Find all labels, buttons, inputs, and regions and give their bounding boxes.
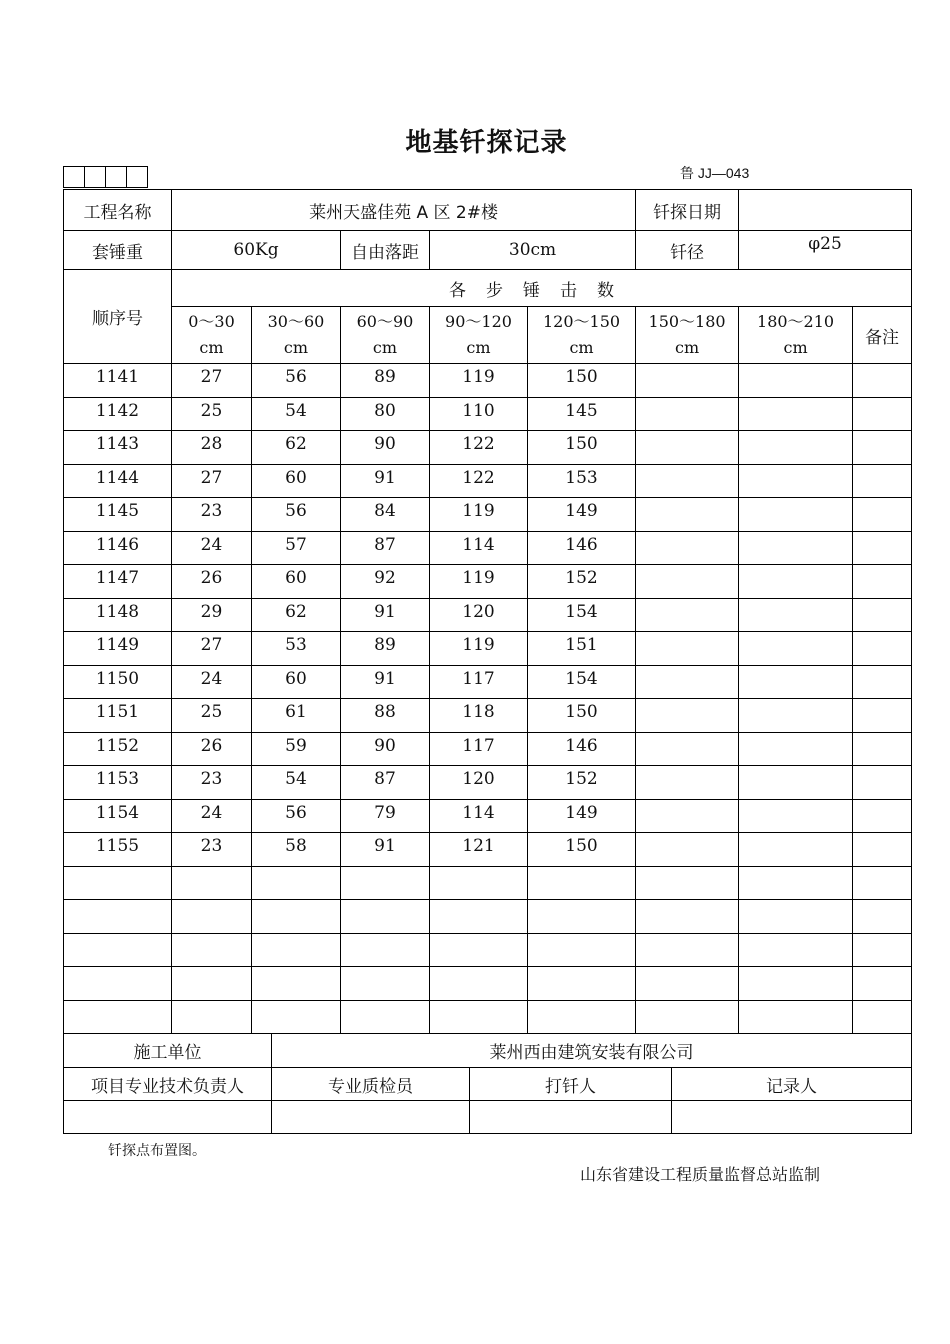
blow-count-cell[interactable] xyxy=(430,1000,528,1034)
blow-count-cell[interactable]: 119 xyxy=(430,565,528,599)
depth-range-text: 30～60 xyxy=(267,312,325,331)
blow-count-cell[interactable]: 153 xyxy=(528,464,636,498)
table-row xyxy=(64,933,912,967)
blow-count-cell[interactable]: 119 xyxy=(430,498,528,532)
depth-range-text: 60～90 xyxy=(356,312,414,331)
depth-range-text: 150～180 xyxy=(648,312,726,331)
blow-count-cell[interactable]: 58 xyxy=(252,833,341,867)
blow-count-cell[interactable]: 152 xyxy=(528,565,636,599)
table-row xyxy=(64,498,912,532)
table-row xyxy=(64,900,912,934)
project-name-label: 工程名称 xyxy=(64,190,172,231)
table-row xyxy=(64,464,912,498)
blow-count-cell[interactable]: 24 xyxy=(172,531,252,565)
remark-cell[interactable] xyxy=(853,799,912,833)
table-row xyxy=(64,598,912,632)
remark-cell[interactable] xyxy=(853,397,912,431)
blow-count-cell[interactable]: 23 xyxy=(172,766,252,800)
archive-box[interactable] xyxy=(106,167,127,188)
depth-range-text: 90～120 xyxy=(445,312,512,331)
table-row xyxy=(64,799,912,833)
blow-count-cell[interactable]: 122 xyxy=(430,431,528,465)
remark-cell[interactable] xyxy=(853,900,912,934)
blow-count-cell[interactable] xyxy=(739,866,853,900)
remark-cell[interactable] xyxy=(853,464,912,498)
blow-count-cell[interactable]: 122 xyxy=(430,464,528,498)
blow-count-cell[interactable] xyxy=(528,900,636,934)
driller-signature[interactable] xyxy=(470,1101,672,1134)
remark-cell[interactable] xyxy=(853,632,912,666)
table-row xyxy=(64,766,912,800)
blow-count-cell[interactable]: 60 xyxy=(252,565,341,599)
depth-range-unit: cm xyxy=(674,338,700,357)
blows-header: 各步锤击数 xyxy=(172,270,912,307)
seq-cell[interactable] xyxy=(64,967,172,1001)
blow-count-cell[interactable]: 120 xyxy=(430,598,528,632)
depth-range-header xyxy=(636,307,739,364)
blow-count-cell[interactable] xyxy=(252,866,341,900)
seq-cell[interactable] xyxy=(64,1000,172,1034)
remark-cell[interactable] xyxy=(853,933,912,967)
blow-count-cell[interactable]: 91 xyxy=(341,464,430,498)
table-row xyxy=(64,699,912,733)
remark-cell[interactable] xyxy=(853,732,912,766)
blow-count-cell[interactable]: 60 xyxy=(252,665,341,699)
tech-lead-label: 项目专业技术负责人 xyxy=(64,1068,272,1101)
blow-count-cell[interactable]: 53 xyxy=(252,632,341,666)
blow-count-cell[interactable]: 118 xyxy=(430,699,528,733)
blow-count-cell[interactable] xyxy=(528,1000,636,1034)
blow-count-cell[interactable] xyxy=(528,933,636,967)
seq-cell[interactable] xyxy=(64,866,172,900)
table-row xyxy=(64,531,912,565)
blow-count-cell[interactable]: 84 xyxy=(341,498,430,532)
seq-cell[interactable]: 1141 xyxy=(64,364,172,398)
blow-count-cell[interactable] xyxy=(636,933,739,967)
blow-count-cell[interactable] xyxy=(636,665,739,699)
probe-date-label: 钎探日期 xyxy=(636,190,739,231)
blow-count-cell[interactable]: 27 xyxy=(172,632,252,666)
blow-count-cell[interactable] xyxy=(636,397,739,431)
page-title: 地基钎探记录 xyxy=(405,128,568,158)
blow-count-cell[interactable] xyxy=(636,531,739,565)
probe-record-table xyxy=(63,189,912,1034)
blow-count-cell[interactable]: 56 xyxy=(252,799,341,833)
blow-count-cell[interactable]: 54 xyxy=(252,766,341,800)
blow-count-cell[interactable]: 121 xyxy=(430,833,528,867)
free-fall-label: 自由落距 xyxy=(341,231,430,270)
blow-count-cell[interactable]: 117 xyxy=(430,732,528,766)
hammer-weight-label: 套锤重 xyxy=(64,231,172,270)
blow-count-cell[interactable]: 26 xyxy=(172,732,252,766)
project-name-value[interactable]: 莱州天盛佳苑 A 区 2#楼 xyxy=(172,190,636,231)
blow-count-cell[interactable]: 59 xyxy=(252,732,341,766)
inspector-signature[interactable] xyxy=(272,1101,470,1134)
blow-count-cell[interactable]: 146 xyxy=(528,531,636,565)
blow-count-cell[interactable]: 25 xyxy=(172,397,252,431)
blow-count-cell[interactable]: 87 xyxy=(341,766,430,800)
blow-count-cell[interactable] xyxy=(636,699,739,733)
depth-range-unit: cm xyxy=(569,338,594,357)
depth-range-header xyxy=(528,307,636,364)
blow-count-cell[interactable]: 27 xyxy=(172,464,252,498)
depth-range-header xyxy=(341,307,430,364)
inspector-label: 专业质检员 xyxy=(272,1068,470,1101)
depth-range-unit: cm xyxy=(372,338,398,357)
driller-label: 打钎人 xyxy=(470,1068,672,1101)
blow-count-cell[interactable]: 89 xyxy=(341,364,430,398)
blow-count-cell[interactable] xyxy=(739,967,853,1001)
form-code: 鲁 JJ—043 xyxy=(680,165,750,181)
blow-count-cell[interactable] xyxy=(430,900,528,934)
seq-cell[interactable]: 1153 xyxy=(64,766,172,800)
blow-count-cell[interactable]: 29 xyxy=(172,598,252,632)
blow-count-cell[interactable]: 151 xyxy=(528,632,636,666)
blow-count-cell[interactable]: 119 xyxy=(430,632,528,666)
blow-count-cell[interactable] xyxy=(739,364,853,398)
seq-cell[interactable]: 1145 xyxy=(64,498,172,532)
blow-count-cell[interactable]: 24 xyxy=(172,799,252,833)
blow-count-cell[interactable]: 91 xyxy=(341,833,430,867)
seq-header: 顺序号 xyxy=(64,270,172,364)
blow-count-cell[interactable] xyxy=(739,732,853,766)
blow-count-cell[interactable] xyxy=(430,866,528,900)
blow-count-cell[interactable] xyxy=(636,464,739,498)
blow-count-cell[interactable]: 117 xyxy=(430,665,528,699)
blow-count-cell[interactable]: 87 xyxy=(341,531,430,565)
blow-count-cell[interactable]: 154 xyxy=(528,598,636,632)
blow-count-cell[interactable] xyxy=(341,900,430,934)
blow-count-cell[interactable] xyxy=(739,1000,853,1034)
recorder-signature[interactable] xyxy=(672,1101,912,1134)
blow-count-cell[interactable]: 150 xyxy=(528,833,636,867)
blow-count-cell[interactable]: 150 xyxy=(528,699,636,733)
depth-range-unit: cm xyxy=(283,338,309,357)
blow-count-cell[interactable] xyxy=(739,766,853,800)
depth-range-header xyxy=(252,307,341,364)
blow-count-cell[interactable] xyxy=(739,531,853,565)
blow-count-cell[interactable] xyxy=(739,431,853,465)
blow-count-cell[interactable] xyxy=(252,900,341,934)
remark-cell[interactable] xyxy=(853,1000,912,1034)
table-row xyxy=(64,732,912,766)
blow-count-cell[interactable] xyxy=(172,1000,252,1034)
construction-unit-value[interactable]: 莱州西由建筑安装有限公司 xyxy=(272,1034,912,1068)
seq-cell[interactable]: 1147 xyxy=(64,565,172,599)
seq-cell[interactable]: 1150 xyxy=(64,665,172,699)
blow-count-cell[interactable]: 145 xyxy=(528,397,636,431)
hammer-weight-value[interactable]: 60Kg xyxy=(172,231,341,270)
blow-count-cell[interactable]: 23 xyxy=(172,833,252,867)
supervisor-note: 山东省建设工程质量监督总站监制 xyxy=(580,1165,821,1184)
blow-count-cell[interactable]: 89 xyxy=(341,632,430,666)
table-row xyxy=(64,431,912,465)
seq-cell[interactable] xyxy=(64,900,172,934)
blow-count-cell[interactable] xyxy=(252,1000,341,1034)
blow-count-cell[interactable]: 54 xyxy=(252,397,341,431)
depth-range-header xyxy=(172,307,252,364)
probe-date-value[interactable] xyxy=(739,190,912,231)
table-row xyxy=(64,397,912,431)
depth-range-text: 0～30 xyxy=(188,312,235,331)
blow-count-cell[interactable]: 114 xyxy=(430,531,528,565)
seq-cell[interactable] xyxy=(64,933,172,967)
blow-count-cell[interactable]: 28 xyxy=(172,431,252,465)
blow-count-cell[interactable]: 91 xyxy=(341,665,430,699)
seq-cell[interactable]: 1142 xyxy=(64,397,172,431)
seq-cell[interactable]: 1148 xyxy=(64,598,172,632)
blow-count-cell[interactable]: 110 xyxy=(430,397,528,431)
blow-count-cell[interactable]: 56 xyxy=(252,364,341,398)
seq-cell[interactable]: 1144 xyxy=(64,464,172,498)
blow-count-cell[interactable] xyxy=(739,632,853,666)
rod-diameter-value[interactable]: φ25 xyxy=(739,231,912,270)
remark-header: 备注 xyxy=(853,307,912,364)
blow-count-cell[interactable] xyxy=(252,967,341,1001)
blow-count-cell[interactable]: 152 xyxy=(528,766,636,800)
remark-cell[interactable] xyxy=(853,699,912,733)
blow-count-cell[interactable] xyxy=(636,431,739,465)
recorder-label: 记录人 xyxy=(672,1068,912,1101)
seq-cell[interactable]: 1151 xyxy=(64,699,172,733)
blow-count-cell[interactable] xyxy=(636,498,739,532)
blow-count-cell[interactable]: 119 xyxy=(430,364,528,398)
table-row xyxy=(64,632,912,666)
blow-count-cell[interactable] xyxy=(430,933,528,967)
depth-range-header xyxy=(430,307,528,364)
blow-count-cell[interactable] xyxy=(172,900,252,934)
blow-count-cell[interactable] xyxy=(636,866,739,900)
remark-cell[interactable] xyxy=(853,431,912,465)
blow-count-cell[interactable]: 146 xyxy=(528,732,636,766)
blow-count-cell[interactable] xyxy=(430,967,528,1001)
blow-count-cell[interactable]: 150 xyxy=(528,364,636,398)
free-fall-value[interactable]: 30cm xyxy=(430,231,636,270)
table-row xyxy=(64,967,912,1001)
remark-cell[interactable] xyxy=(853,967,912,1001)
table-row xyxy=(64,866,912,900)
blow-count-cell[interactable] xyxy=(739,464,853,498)
tech-lead-signature[interactable] xyxy=(64,1101,272,1134)
seq-cell[interactable]: 1143 xyxy=(64,431,172,465)
blow-count-cell[interactable]: 26 xyxy=(172,565,252,599)
blow-count-cell[interactable]: 27 xyxy=(172,364,252,398)
blow-count-cell[interactable] xyxy=(341,967,430,1001)
remark-cell[interactable] xyxy=(853,665,912,699)
blow-count-cell[interactable]: 150 xyxy=(528,431,636,465)
depth-range-header xyxy=(739,307,853,364)
archive-box[interactable] xyxy=(64,167,85,188)
blow-count-cell[interactable]: 60 xyxy=(252,464,341,498)
remark-cell[interactable] xyxy=(853,766,912,800)
seq-cell[interactable]: 1155 xyxy=(64,833,172,867)
blow-count-cell[interactable]: 56 xyxy=(252,498,341,532)
blow-count-cell[interactable]: 62 xyxy=(252,431,341,465)
table-row xyxy=(64,833,912,867)
seq-cell[interactable]: 1146 xyxy=(64,531,172,565)
rod-diameter-label: 钎径 xyxy=(636,231,739,270)
blow-count-cell[interactable] xyxy=(739,833,853,867)
blow-count-cell[interactable]: 92 xyxy=(341,565,430,599)
remark-cell[interactable] xyxy=(853,531,912,565)
depth-range-unit: cm xyxy=(466,338,491,357)
blow-count-cell[interactable] xyxy=(636,1000,739,1034)
blow-count-cell[interactable] xyxy=(636,967,739,1001)
blow-count-cell[interactable] xyxy=(739,799,853,833)
remark-cell[interactable] xyxy=(853,364,912,398)
blow-count-cell[interactable] xyxy=(341,933,430,967)
blow-count-cell[interactable]: 154 xyxy=(528,665,636,699)
blow-count-cell[interactable] xyxy=(739,699,853,733)
blow-count-cell[interactable] xyxy=(739,900,853,934)
blow-count-cell[interactable] xyxy=(636,766,739,800)
blow-count-cell[interactable] xyxy=(739,665,853,699)
blow-count-cell[interactable] xyxy=(341,1000,430,1034)
seq-cell[interactable]: 1152 xyxy=(64,732,172,766)
blow-count-cell[interactable] xyxy=(739,933,853,967)
depth-range-unit: cm xyxy=(199,338,224,357)
depth-range-text: 180～210 xyxy=(757,312,835,331)
blow-count-cell[interactable] xyxy=(528,967,636,1001)
blow-count-cell[interactable] xyxy=(636,833,739,867)
remark-cell[interactable] xyxy=(853,866,912,900)
construction-unit-label: 施工单位 xyxy=(64,1034,272,1068)
blow-count-cell[interactable] xyxy=(636,632,739,666)
blow-count-cell[interactable] xyxy=(636,565,739,599)
remark-cell[interactable] xyxy=(853,565,912,599)
table-row xyxy=(64,1000,912,1034)
archive-box[interactable] xyxy=(85,167,106,188)
blow-count-cell[interactable]: 120 xyxy=(430,766,528,800)
archive-box[interactable] xyxy=(127,167,148,188)
blow-count-cell[interactable]: 114 xyxy=(430,799,528,833)
blow-count-cell[interactable]: 25 xyxy=(172,699,252,733)
blow-count-cell[interactable]: 80 xyxy=(341,397,430,431)
archive-number-boxes xyxy=(63,166,148,188)
blow-count-cell[interactable]: 90 xyxy=(341,732,430,766)
blow-count-cell[interactable] xyxy=(636,598,739,632)
blow-count-cell[interactable] xyxy=(528,866,636,900)
blow-count-cell[interactable] xyxy=(341,866,430,900)
blow-count-cell[interactable] xyxy=(172,967,252,1001)
blow-count-cell[interactable]: 57 xyxy=(252,531,341,565)
seq-cell[interactable]: 1154 xyxy=(64,799,172,833)
blow-count-cell[interactable] xyxy=(172,933,252,967)
blow-count-cell[interactable] xyxy=(636,732,739,766)
blow-count-cell[interactable] xyxy=(636,364,739,398)
remark-cell[interactable] xyxy=(853,498,912,532)
depth-range-unit: cm xyxy=(783,338,808,357)
table-row xyxy=(64,364,912,398)
table-row xyxy=(64,565,912,599)
blow-count-cell[interactable]: 62 xyxy=(252,598,341,632)
blow-count-cell[interactable]: 88 xyxy=(341,699,430,733)
blow-count-cell[interactable]: 149 xyxy=(528,498,636,532)
blow-count-cell[interactable] xyxy=(252,933,341,967)
blow-count-cell[interactable] xyxy=(172,866,252,900)
blow-count-cell[interactable]: 90 xyxy=(341,431,430,465)
blow-count-cell[interactable] xyxy=(636,900,739,934)
blow-count-cell[interactable] xyxy=(636,799,739,833)
depth-range-text: 120～150 xyxy=(542,312,621,331)
blow-count-cell[interactable]: 24 xyxy=(172,665,252,699)
remark-cell[interactable] xyxy=(853,598,912,632)
table-row xyxy=(64,665,912,699)
remark-cell[interactable] xyxy=(853,833,912,867)
signature-table xyxy=(63,1033,912,1134)
layout-note: 钎探点布置图。 xyxy=(108,1143,206,1159)
blow-count-cell[interactable] xyxy=(739,397,853,431)
seq-cell[interactable]: 1149 xyxy=(64,632,172,666)
blow-count-cell[interactable]: 23 xyxy=(172,498,252,532)
blow-count-cell[interactable] xyxy=(739,498,853,532)
blow-count-cell[interactable]: 61 xyxy=(252,699,341,733)
blow-count-cell[interactable]: 149 xyxy=(528,799,636,833)
blow-count-cell[interactable]: 91 xyxy=(341,598,430,632)
blow-count-cell[interactable] xyxy=(739,565,853,599)
blow-count-cell[interactable]: 79 xyxy=(341,799,430,833)
blow-count-cell[interactable] xyxy=(739,598,853,632)
